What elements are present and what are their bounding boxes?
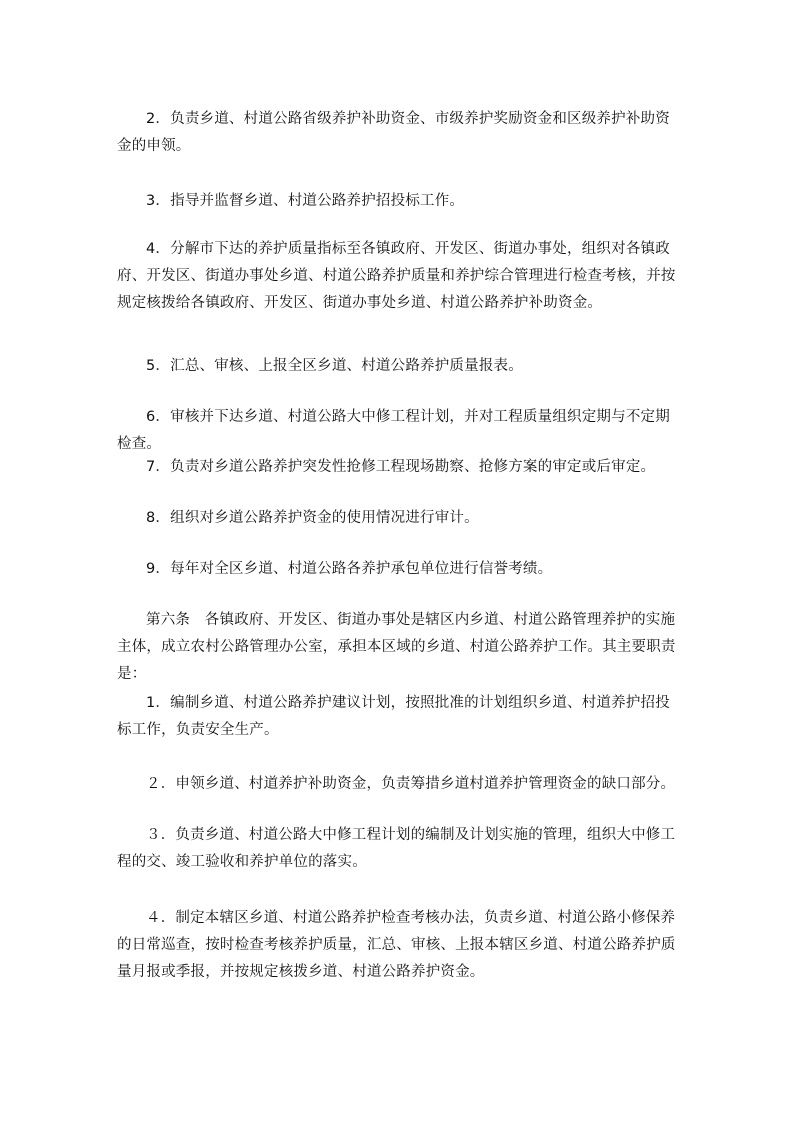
paragraph-article-6: 第六条 各镇政府、开发区、街道办事处是辖区内乡道、村道公路管理养护的实施主体，成立农村公路管理办公室，承担本区域的乡道、村道公路养护工作。其主要职责是：	[117, 612, 676, 682]
paragraph-duty-2: 2．负责乡道、村道公路省级养护补助资金、市级养护奖励资金和区级养护补助资金的申领。	[117, 111, 670, 154]
paragraph-duty-3: 3．指导并监督乡道、村道公路养护招投标工作。	[146, 193, 465, 209]
paragraph-duty-9: 9．每年对全区乡道、村道公路各养护承包单位进行信誉考绩。	[146, 561, 553, 577]
paragraph-town-duty-4: ４．制定本辖区乡道、村道公路养护检查考核办法，负责乡道、村道公路小修保养的日常巡查，按时检查考核养护质量，汇总、审核、上报本辖区乡道、村道公路养护质量月报或季报，并按规定核拨乡道、村道公路养护资金。	[117, 910, 676, 980]
paragraph-duty-4: 4．分解市下达的养护质量指标至各镇政府、开发区、街道办事处，组织对各镇政府、开发区、街道办事处乡道、村道公路养护质量和养护综合管理进行检查考核，并按规定核拨给各镇政府、开发区、街道办事处乡道、村道公路养护补助资金。	[117, 241, 676, 311]
paragraph-town-duty-1: 1．编制乡道、村道公路养护建议计划，按照批准的计划组织乡道、村道养护招投标工作，负责安全生产。	[117, 695, 670, 738]
paragraph-town-duty-2: ２．申领乡道、村道养护补助资金，负责筹措乡道村道养护管理资金的缺口部分。	[146, 776, 676, 792]
paragraph-duty-6: 6．审核并下达乡道、村道公路大中修工程计划，并对工程质量组织定期与不定期检查。	[117, 409, 670, 452]
paragraph-duty-8: 8．组织对乡道公路养护资金的使用情况进行审计。	[146, 510, 479, 526]
paragraph-town-duty-3: ３．负责乡道、村道公路大中修工程计划的编制及计划实施的管理，组织大中修工程的交、竣工验收和养护单位的落实。	[117, 827, 676, 870]
paragraph-duty-7: 7．负责对乡道公路养护突发性抢修工程现场勘察、抢修方案的审定或后审定。	[146, 459, 656, 475]
paragraph-duty-5: 5．汇总、审核、上报全区乡道、村道公路养护质量报表。	[146, 358, 523, 374]
